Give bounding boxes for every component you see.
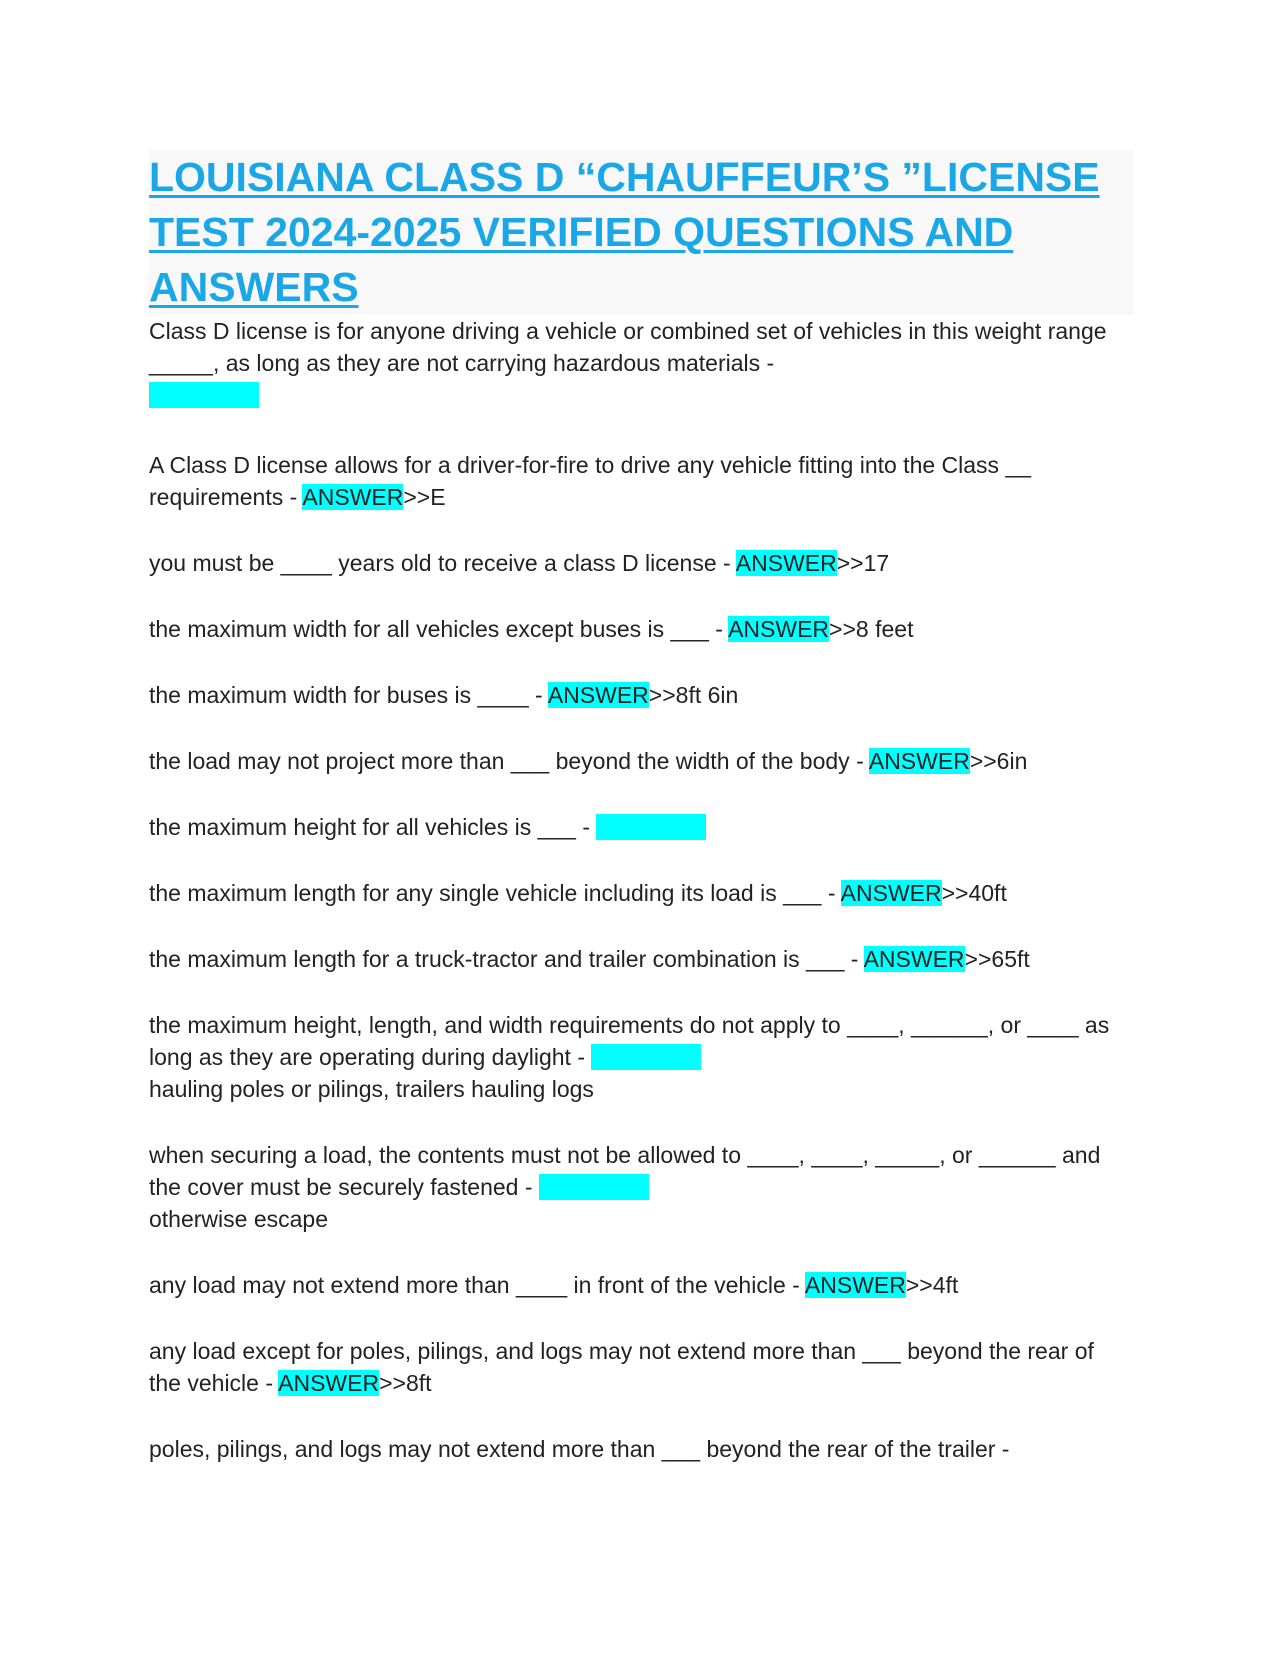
document-title: LOUISIANA CLASS D “CHAUFFEUR’S ”LICENSE TEST 2024-2025 VERIFIED QUESTIONS AND ANSWERS [149, 154, 1100, 310]
qa-item [149, 449, 1129, 513]
answer-continuation: hauling poles or pilings, trailers hauling logs [149, 1076, 594, 1102]
answer-text: >>4ft [905, 1272, 959, 1298]
title-block [149, 150, 1134, 315]
qa-item [149, 877, 1129, 909]
qa-item [149, 1335, 1129, 1399]
answer-text: >>8ft [379, 1370, 432, 1396]
answer-label: ANSWER [868, 748, 970, 774]
answer-text: >>65ft [964, 946, 1030, 972]
question-text: A Class D license allows for a driver-for-fire to drive any vehicle fitting into the Class __ requirements - [149, 452, 1032, 510]
answer-text: >>8ft 6in [648, 682, 739, 708]
answer-label: ANSWER [302, 484, 404, 510]
qa-item [149, 1139, 1129, 1235]
question-text: the load may not project more than ___ beyond the width of the body - [149, 748, 864, 774]
question-text: the maximum length for a truck-tractor and trailer combination is ___ - [149, 946, 859, 972]
answer-label: ANSWER [547, 682, 649, 708]
question-text: you must be ____ years old to receive a class D license - [149, 550, 731, 576]
answer-highlight-redacted [539, 1174, 649, 1200]
qa-item [149, 547, 1129, 579]
answer-text: >>8 feet [829, 616, 914, 642]
question-text: the maximum width for all vehicles except buses is ___ - [149, 616, 723, 642]
answer-label: ANSWER [804, 1272, 906, 1298]
answer-highlight-redacted [149, 382, 259, 408]
question-text: the maximum width for buses is ____ - [149, 682, 543, 708]
answer-highlight-redacted [596, 814, 706, 840]
qa-item [149, 613, 1129, 645]
answer-label: ANSWER [278, 1370, 380, 1396]
answer-highlight-redacted [591, 1044, 701, 1070]
question-text: when securing a load, the contents must not be allowed to ____, ____, _____, or ______ and the cover must be securely fastened - [149, 1142, 1101, 1200]
question-text: the maximum length for any single vehicle including its load is ___ - [149, 880, 836, 906]
qa-item [149, 315, 1129, 411]
question-text: Class D license is for anyone driving a vehicle or combined set of vehicles in this weight range _____, as long as they are not carrying hazardous materials - [149, 318, 1107, 376]
answer-continuation: otherwise escape [149, 1206, 328, 1232]
qa-item [149, 1009, 1129, 1105]
qa-item [149, 745, 1129, 777]
question-text: any load may not extend more than ____ in front of the vehicle - [149, 1272, 800, 1298]
qa-item [149, 679, 1129, 711]
answer-text: >>40ft [941, 880, 1007, 906]
answer-label: ANSWER [735, 550, 837, 576]
question-text: any load except for poles, pilings, and logs may not extend more than ___ beyond the rear of the vehicle - [149, 1338, 1094, 1396]
answer-label: ANSWER [863, 946, 965, 972]
qa-item [149, 1269, 1129, 1301]
qa-item [149, 811, 1129, 843]
answer-text: >>E [403, 484, 446, 510]
question-text: poles, pilings, and logs may not extend more than ___ beyond the rear of the trailer - [149, 1436, 1010, 1462]
answer-label: ANSWER [840, 880, 942, 906]
answer-text: >>6in [969, 748, 1028, 774]
question-text: the maximum height for all vehicles is ___ - [149, 814, 591, 840]
document-page [149, 150, 1129, 1465]
answer-text: >>17 [836, 550, 890, 576]
qa-item [149, 1433, 1129, 1465]
answer-label: ANSWER [728, 616, 830, 642]
qa-item [149, 943, 1129, 975]
question-text: the maximum height, length, and width requirements do not apply to ____, ______, or ____ as long as they are operating during daylight - [149, 1012, 1110, 1070]
